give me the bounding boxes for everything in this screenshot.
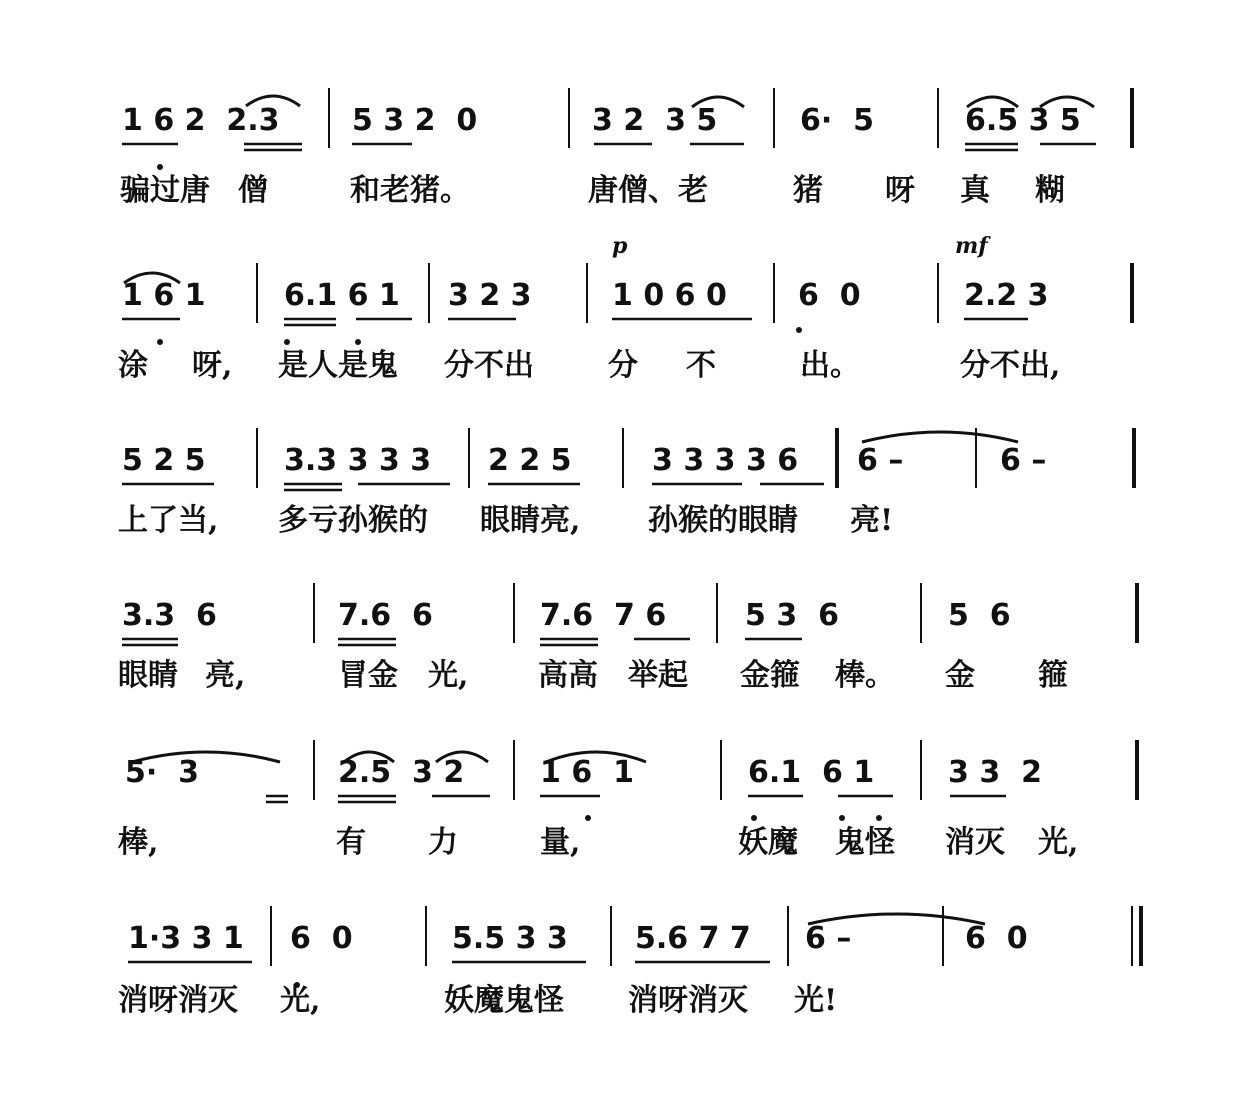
lyric-text: 真 bbox=[960, 173, 990, 208]
lyric-text: 多亏孙猴的 bbox=[278, 503, 428, 538]
lyric-text: 高高 bbox=[538, 658, 598, 693]
barline bbox=[568, 88, 570, 148]
lyric-text: 分不出 bbox=[444, 348, 534, 383]
measure-notes: 5 3 6 bbox=[745, 598, 839, 633]
lyric-text: 僧 bbox=[238, 173, 268, 208]
measure-notes: 5.6 7 7 bbox=[635, 921, 751, 956]
measure-notes: 1 6 1 bbox=[122, 278, 206, 313]
lyric-text: 分不出, bbox=[960, 348, 1061, 383]
barline bbox=[513, 583, 515, 643]
lyric-text: 出。 bbox=[800, 348, 860, 383]
lyric-text: 是人是鬼 bbox=[278, 348, 398, 383]
lyric-text: 妖魔 bbox=[738, 825, 798, 860]
measure-notes: 1 6 2 2.3 bbox=[122, 103, 280, 138]
measure-notes: 6.1 6 1 bbox=[748, 755, 875, 790]
barline bbox=[425, 906, 427, 966]
lyric-text: 唐僧、老 bbox=[588, 173, 708, 208]
barline bbox=[1135, 583, 1139, 643]
octave-dot bbox=[157, 339, 163, 345]
measure-notes: 6.1 6 1 bbox=[284, 278, 400, 313]
lyric-text: 亮, bbox=[205, 658, 246, 693]
dynamic-mark: mf bbox=[955, 233, 988, 259]
barline bbox=[256, 428, 258, 488]
barline bbox=[1139, 906, 1143, 966]
lyric-text: 棒。 bbox=[835, 658, 895, 693]
barline bbox=[270, 906, 272, 966]
measure-notes: 6 0 bbox=[290, 921, 353, 956]
barline bbox=[468, 428, 470, 488]
measure-notes: 6.5 3 5 bbox=[965, 103, 1081, 138]
lyric-text: 鬼怪 bbox=[835, 825, 895, 860]
barline bbox=[256, 263, 258, 323]
barline bbox=[720, 740, 722, 800]
barline bbox=[937, 263, 939, 323]
octave-dot bbox=[284, 339, 290, 345]
octave-dot bbox=[355, 339, 361, 345]
measure-notes: 6 – bbox=[805, 921, 852, 956]
lyric-text: 孙猴的眼睛 bbox=[648, 503, 798, 538]
octave-dot bbox=[751, 815, 757, 821]
barline bbox=[513, 740, 515, 800]
octave-dot bbox=[839, 815, 845, 821]
lyric-text: 猪 bbox=[793, 173, 823, 208]
barline bbox=[975, 428, 977, 488]
barline bbox=[610, 906, 612, 966]
measure-notes: 5 3 2 0 bbox=[352, 103, 478, 138]
lyric-text: 消呀消灭 bbox=[118, 983, 238, 1018]
barline bbox=[920, 740, 922, 800]
lyric-text: 涂 bbox=[118, 348, 148, 383]
measure-notes: 1 6 1 bbox=[540, 755, 634, 790]
measure-notes: 6 – bbox=[857, 443, 904, 478]
barline bbox=[428, 263, 430, 323]
measure-notes: 3.3 3 3 3 bbox=[284, 443, 432, 478]
measure-notes: 6· 5 bbox=[800, 103, 875, 138]
barline bbox=[920, 583, 922, 643]
measure-notes: 1 0 6 0 bbox=[612, 278, 727, 313]
barline bbox=[716, 583, 718, 643]
barline bbox=[313, 583, 315, 643]
lyric-text: 光, bbox=[428, 658, 469, 693]
barline bbox=[1131, 906, 1133, 966]
measure-notes: 5 2 5 bbox=[122, 443, 206, 478]
barline bbox=[328, 88, 330, 148]
slur-arc bbox=[862, 432, 1018, 442]
barline bbox=[773, 88, 775, 148]
measure-notes: 2.2 3 bbox=[964, 278, 1049, 313]
measure-notes: 3 2 3 bbox=[448, 278, 532, 313]
measure-notes: 5 6 bbox=[948, 598, 1011, 633]
lyric-text: 有 bbox=[336, 825, 366, 860]
barline bbox=[622, 428, 624, 488]
barline bbox=[937, 88, 939, 148]
lyric-text: 糊 bbox=[1035, 173, 1065, 208]
lyric-text: 妖魔鬼怪 bbox=[444, 983, 564, 1018]
barline bbox=[1130, 88, 1134, 148]
lyric-text: 冒金 bbox=[338, 658, 398, 693]
lyric-text: 不 bbox=[686, 348, 716, 383]
barline bbox=[1135, 740, 1139, 800]
octave-dot bbox=[585, 815, 591, 821]
measure-notes: 7.6 6 bbox=[338, 598, 433, 633]
lyric-text: 量, bbox=[540, 825, 581, 860]
lyric-text: 光, bbox=[280, 983, 321, 1018]
lyric-text: 金箍 bbox=[740, 658, 800, 693]
measure-notes: 2.5 3 2 bbox=[338, 755, 465, 790]
lyric-text: 消灭 bbox=[945, 825, 1005, 860]
measure-notes: 3 2 3 5 bbox=[592, 103, 718, 138]
lyric-text: 光, bbox=[1038, 825, 1079, 860]
measure-notes: 5.5 3 3 bbox=[452, 921, 568, 956]
lyric-text: 眼睛亮, bbox=[480, 503, 581, 538]
barline bbox=[787, 906, 789, 966]
measure-notes: 2 2 5 bbox=[488, 443, 572, 478]
octave-dot bbox=[796, 327, 802, 333]
measure-notes: 7.6 7 6 bbox=[540, 598, 667, 633]
lyric-text: 和老猪。 bbox=[350, 173, 470, 208]
measure-notes: 6 0 bbox=[965, 921, 1028, 956]
lyric-text: 消呀消灭 bbox=[628, 983, 748, 1018]
measure-notes: 1·3 3 1 bbox=[128, 921, 244, 956]
barline bbox=[313, 740, 315, 800]
lyric-text: 骗过唐 bbox=[120, 173, 210, 208]
lyric-text: 亮! bbox=[850, 503, 894, 538]
lyric-text: 举起 bbox=[628, 658, 688, 693]
lyric-text: 分 bbox=[608, 348, 638, 383]
octave-dot bbox=[876, 815, 882, 821]
measure-notes: 6 0 bbox=[798, 278, 861, 313]
lyric-text: 力 bbox=[428, 825, 458, 860]
measure-notes: 5· 3 bbox=[125, 755, 200, 790]
lyric-text: 上了当, bbox=[118, 503, 219, 538]
lyric-text: 眼睛 bbox=[118, 658, 178, 693]
measure-notes: 3 3 3 3 6 bbox=[652, 443, 799, 478]
barline bbox=[1130, 263, 1134, 323]
octave-dot bbox=[157, 164, 163, 170]
lyric-text: 呀, bbox=[192, 348, 233, 383]
measure-notes: 3 3 2 bbox=[948, 755, 1042, 790]
measure-notes: 6 – bbox=[1000, 443, 1047, 478]
barline bbox=[942, 906, 944, 966]
measure-notes: 3.3 6 bbox=[122, 598, 217, 633]
lyric-text: 光! bbox=[794, 983, 838, 1018]
lyric-text: 呀 bbox=[885, 173, 915, 208]
barline bbox=[586, 263, 588, 323]
lyric-text: 棒, bbox=[118, 825, 159, 860]
barline bbox=[1132, 428, 1136, 488]
dynamic-mark: p bbox=[612, 233, 628, 259]
barline bbox=[835, 428, 839, 488]
barline bbox=[773, 263, 775, 323]
lyric-text: 金 bbox=[945, 658, 975, 693]
lyric-text: 箍 bbox=[1038, 658, 1068, 693]
